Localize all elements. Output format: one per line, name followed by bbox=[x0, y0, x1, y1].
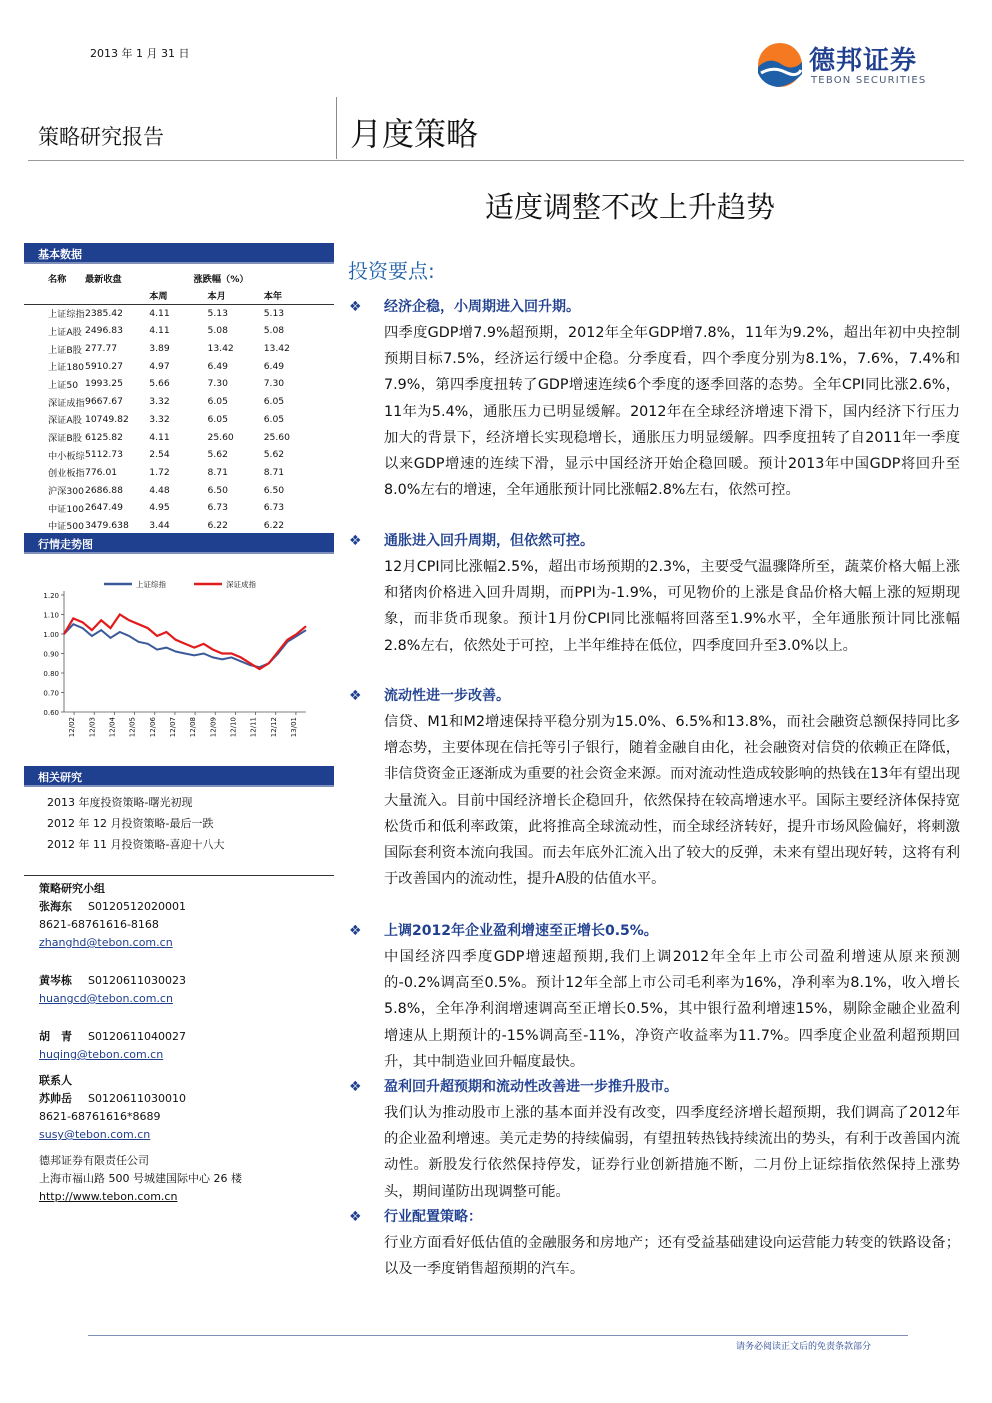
section-body: 我们认为推动股市上涨的基本面并没有改变，四季度经济增长超预期，我们调高了2012年的企业盈利增速。美元走势的持续偏弱，有望扭转热钱持续流出的势头，有利于改善国内流动性。新股发行依然保持停发，证券行业创新措施不断，二月份上证综指依然保持上涨势头，期间谨防出现调整可能。 bbox=[384, 1105, 960, 1200]
company-name: 德邦证券有限责任公司 bbox=[39, 1154, 149, 1167]
cell-month: 6.05 bbox=[207, 413, 228, 425]
cell-month: 5.62 bbox=[207, 449, 228, 461]
cell-name: 中小板综 bbox=[48, 450, 85, 462]
contact-id: S0120611030010 bbox=[88, 1092, 186, 1105]
cell-year: 5.62 bbox=[263, 449, 285, 461]
report-date: 2013 年 1 月 31 日 bbox=[90, 47, 190, 60]
table-row bbox=[24, 517, 334, 535]
cell-month: 6.73 bbox=[207, 502, 228, 514]
key-point-section bbox=[348, 920, 960, 1075]
analyst-contacts bbox=[39, 880, 329, 1206]
cell-close: 10749.82 bbox=[84, 413, 129, 425]
x-tick-label: 12/06 bbox=[148, 717, 157, 738]
cell-year: 6.73 bbox=[263, 502, 285, 514]
analyst-email[interactable]: zhanghd@tebon.com.cn bbox=[39, 936, 173, 949]
table-row bbox=[24, 393, 334, 411]
y-tick-label: 0.80 bbox=[43, 670, 59, 678]
section-body: 中国经济四季度GDP增速超预期,我们上调2012年全年上市公司盈利增速从原来预测的-0.2%调高至0.5%。预计12年全部上市公司毛利率为16%，净利率为8.1%，收入增长5.8%，全年净利润增速调高至正增长0.5%，其中银行盈利增速15%，剔除金融企业盈利增速从上期预计的-15%调高至-11%，净资产收益率为11.7%。四季度企业盈利超预期回升，其中制造业回升幅度最快。 bbox=[384, 949, 960, 1070]
col-name-header: 名称 bbox=[48, 273, 67, 285]
cell-name: 上证B股 bbox=[48, 344, 82, 356]
cell-name: 上证50 bbox=[48, 379, 79, 391]
cell-close: 776.01 bbox=[84, 466, 118, 478]
cell-name: 创业板指 bbox=[48, 468, 85, 480]
analyst-id: S0120611040027 bbox=[88, 1030, 186, 1043]
section-body: 行业方面看好低估值的金融服务和房地产；还有受益基础建设向运营能力转变的铁路设备；以及一季度销售超预期的汽车。 bbox=[384, 1235, 960, 1278]
section-header bbox=[348, 296, 960, 320]
cell-year: 6.05 bbox=[263, 413, 285, 425]
diamond-bullet-icon: ❖ bbox=[349, 533, 362, 549]
section-body: 12月CPI同比涨幅2.5%，超出市场预期的2.3%，主要受气温骤降所至，蔬菜价格大幅上涨和猪肉价格进入回升周期，而PPI为-1.9%，可见物价的上涨是食品价格大幅上涨的短期现象，而非货币现象。预计1月份CPI同比涨幅将回落至1.9%水平，全年通胀预计同比涨幅2.8%左右，依然处于可控，上半年维持在低位，四季度回升至3.0%以上。 bbox=[384, 559, 960, 654]
cell-month: 8.71 bbox=[207, 466, 228, 478]
analyst-email[interactable]: huqing@tebon.com.cn bbox=[39, 1048, 164, 1061]
analyst-name: 胡 青 bbox=[39, 1030, 72, 1043]
cell-week: 4.95 bbox=[149, 502, 170, 514]
cell-close: 277.77 bbox=[84, 343, 118, 355]
report-title: 月度策略 bbox=[350, 115, 479, 153]
key-points-heading: 投资要点: bbox=[348, 259, 435, 283]
cell-week: 4.11 bbox=[149, 307, 170, 319]
analyst-name: 黄岑栋 bbox=[39, 974, 72, 987]
cell-week: 4.97 bbox=[149, 360, 170, 372]
cell-month: 6.22 bbox=[207, 517, 263, 535]
cell-year: 6.22 bbox=[264, 517, 334, 535]
x-tick-label: 12/02 bbox=[68, 717, 77, 738]
section-title: 流动性进一步改善。 bbox=[384, 688, 510, 704]
cell-week: 3.32 bbox=[149, 413, 170, 425]
cell-name: 中证100 bbox=[48, 503, 84, 515]
cell-close: 2385.42 bbox=[84, 307, 123, 319]
diamond-bullet-icon: ❖ bbox=[349, 923, 362, 939]
section-title: 上调2012年企业盈利增速至正增长0.5%。 bbox=[384, 923, 658, 939]
cell-year: 6.05 bbox=[263, 396, 285, 408]
section-body: 四季度GDP增7.9%超预期，2012年全年GDP增7.8%，11年为9.2%，超出年初中央控制预期目标7.5%，经济运行缓中企稳。分季度看，四个季度分别为8.1%，7.6%，7.4%和7.9%，第四季度扭转了GDP增速连续6个季度的逐季回落的态势。全年CPI同比涨2.6%，11年为5.4%，通胀压力已明显缓解。2012年在全球经济增速下滑下，国内经济下行压力加大的背景下，经济增长实现稳增长，通胀压力明显缓解。四季度扭转了自2011年一季度以来GDP增速的连续下滑，显示中国经济开始企稳回暖。预计2013年中国GDP将回升至8.0%左右的增速，全年通胀预计同比涨幅2.8%左右，依然可控。 bbox=[384, 325, 960, 499]
table-row bbox=[24, 411, 334, 429]
team-title: 策略研究小组 bbox=[39, 882, 105, 895]
cell-close: 2686.88 bbox=[84, 484, 123, 496]
col-month-header: 本月 bbox=[207, 287, 263, 305]
key-point-section bbox=[348, 530, 960, 659]
diamond-bullet-icon: ❖ bbox=[349, 1079, 362, 1095]
company-address: 上海市福山路 500 号城建国际中心 26 楼 bbox=[39, 1172, 242, 1185]
cell-year: 7.30 bbox=[263, 378, 285, 390]
cell-close: 5112.73 bbox=[84, 449, 123, 461]
related-research-header: 相关研究 bbox=[24, 766, 334, 787]
cell-year: 5.13 bbox=[263, 307, 285, 319]
cell-month: 13.42 bbox=[207, 343, 234, 355]
logo-chinese-name: 德邦证券 bbox=[809, 46, 918, 76]
key-point-section bbox=[348, 1076, 960, 1205]
analyst-email[interactable]: huangcd@tebon.com.cn bbox=[39, 992, 173, 1005]
cell-close: 1993.25 bbox=[84, 378, 123, 390]
cell-close: 2496.83 bbox=[84, 325, 123, 337]
x-tick-label: 12/07 bbox=[168, 717, 177, 738]
section-title: 通胀进入回升周期，但依然可控。 bbox=[384, 533, 594, 549]
cell-name: 沪深300 bbox=[48, 486, 84, 498]
table-row bbox=[24, 481, 334, 499]
basic-data-header: 基本数据 bbox=[24, 243, 334, 264]
y-tick-label: 0.90 bbox=[43, 650, 59, 659]
trend-chart-header: 行情走势图 bbox=[24, 533, 334, 554]
cell-week: 5.66 bbox=[149, 378, 170, 390]
x-tick-label: 12/10 bbox=[229, 717, 238, 738]
cell-year: 13.42 bbox=[263, 343, 290, 355]
cell-year: 6.50 bbox=[263, 484, 285, 496]
company-logo bbox=[755, 40, 955, 92]
table-row bbox=[24, 446, 334, 464]
section-header bbox=[348, 1076, 960, 1100]
x-tick-label: 12/03 bbox=[88, 717, 97, 738]
analyst-name: 张海东 bbox=[39, 900, 72, 913]
y-tick-label: 1.20 bbox=[43, 592, 59, 600]
table-row bbox=[24, 464, 334, 482]
section-header bbox=[348, 920, 960, 944]
index-trend-chart bbox=[24, 570, 334, 750]
contact-phone: 8621-68761616*8689 bbox=[39, 1110, 161, 1123]
company-website[interactable]: http://www.tebon.com.cn bbox=[39, 1190, 178, 1203]
cell-close: 9667.67 bbox=[84, 396, 123, 408]
cell-close: 6125.82 bbox=[84, 431, 123, 443]
cell-year: 8.71 bbox=[263, 466, 285, 478]
x-tick-label: 12/09 bbox=[209, 717, 218, 738]
table-row bbox=[24, 304, 334, 322]
report-type: 策略研究报告 bbox=[38, 125, 164, 149]
section-title: 行业配置策略： bbox=[384, 1209, 482, 1225]
x-tick-label: 12/08 bbox=[189, 717, 198, 738]
cell-close: 3479.638 bbox=[85, 517, 149, 535]
cell-name: 上证180 bbox=[48, 362, 84, 374]
section-body: 信贷、M1和M2增速保持平稳分别为15.0%、6.5%和13.8%，而社会融资总额保持同比多增态势，主要体现在信托等引子银行，随着金融自由化，社会融资对信贷的依赖正在降低，非信贷资金正逐渐成为重要的社会资金来源。而对流动性造成较影响的热钱在13年有望出现大量流入。目前中国经济增长企稳回升，依然保持在较高增速水平。国际主要经济体保持宽松货币和低利率政策，此将推高全球流动性，而全球经济转好，提升市场风险偏好，将刺激国际套利资本流向我国。而去年底外汇流入出了较大的反弹，未来有望出现好转，这将有利于改善国内的流动性，提升A股的估值水平。 bbox=[384, 714, 960, 888]
cell-close: 2647.49 bbox=[84, 502, 123, 514]
section-title: 盈利回升超预期和流动性改善进一步推升股市。 bbox=[384, 1079, 678, 1095]
footer-disclaimer: 请务必阅读正文后的免责条款部分 bbox=[736, 1342, 872, 1352]
cell-year: 6.49 bbox=[263, 360, 285, 372]
analyst-phone: 8621-68761616-8168 bbox=[39, 918, 159, 931]
cell-name: 深证A股 bbox=[48, 415, 82, 427]
section-header bbox=[348, 1206, 960, 1230]
diamond-bullet-icon: ❖ bbox=[349, 299, 362, 315]
col-week-header: 本周 bbox=[149, 287, 207, 305]
table-row bbox=[24, 428, 334, 446]
related-report-link[interactable]: 2013 年度投资策略-曙光初现 bbox=[47, 796, 193, 809]
x-tick-label: 12/11 bbox=[249, 717, 258, 738]
cell-close: 5910.27 bbox=[84, 360, 123, 372]
diamond-bullet-icon: ❖ bbox=[349, 1209, 362, 1225]
diamond-bullet-icon: ❖ bbox=[349, 688, 362, 704]
section-header bbox=[348, 530, 960, 554]
footer-rule bbox=[88, 1335, 908, 1336]
key-point-section bbox=[348, 685, 960, 892]
logo-english-name: TEBON SECURITIES bbox=[811, 75, 927, 86]
cell-week: 1.72 bbox=[149, 466, 170, 478]
cell-month: 6.50 bbox=[207, 484, 228, 496]
main-title: 适度调整不改上升趋势 bbox=[485, 190, 776, 224]
x-tick-label: 13/01 bbox=[289, 717, 298, 738]
market-data-table bbox=[24, 269, 334, 535]
cell-week: 4.11 bbox=[149, 431, 170, 443]
key-point-section bbox=[348, 1206, 960, 1282]
cell-week: 3.89 bbox=[149, 343, 170, 355]
analyst-id: S0120512020001 bbox=[88, 900, 186, 913]
col-change-header: 涨跌幅（%） bbox=[193, 273, 249, 285]
y-tick-label: 1.10 bbox=[43, 611, 59, 620]
cell-month: 5.13 bbox=[207, 307, 228, 319]
legend-label: 上证综指 bbox=[136, 580, 166, 589]
x-tick-label: 12/05 bbox=[128, 717, 137, 738]
related-report-link[interactable]: 2012 年 12 月投资策略-最后一跌 bbox=[47, 817, 214, 830]
x-tick-label: 12/04 bbox=[108, 717, 117, 738]
cell-month: 6.49 bbox=[207, 360, 228, 372]
contact-name: 苏帅岳 bbox=[39, 1092, 72, 1105]
header-rule bbox=[28, 160, 964, 161]
cell-name: 中证500 bbox=[24, 517, 85, 535]
cell-name: 上证A股 bbox=[48, 326, 82, 338]
wave-logo-icon bbox=[755, 40, 805, 90]
legend-label: 深证成指 bbox=[226, 580, 256, 589]
header-divider bbox=[336, 97, 337, 159]
cell-month: 5.08 bbox=[207, 325, 228, 337]
x-tick-label: 12/12 bbox=[269, 717, 278, 738]
cell-month: 25.60 bbox=[207, 431, 234, 443]
related-research-list bbox=[47, 792, 224, 855]
cell-year: 5.08 bbox=[263, 325, 285, 337]
table-row bbox=[24, 340, 334, 358]
related-report-link[interactable]: 2012 年 11 月投资策略-喜迎十八大 bbox=[47, 838, 225, 851]
y-tick-label: 1.00 bbox=[43, 631, 59, 639]
section-header bbox=[348, 685, 960, 709]
col-close-header: 最新收盘 bbox=[84, 273, 122, 285]
y-tick-label: 0.70 bbox=[43, 689, 59, 698]
contact-email[interactable]: susy@tebon.com.cn bbox=[39, 1128, 151, 1141]
col-year-header: 本年 bbox=[264, 287, 334, 305]
cell-week: 3.32 bbox=[149, 396, 170, 408]
table-row bbox=[24, 322, 334, 340]
cell-week: 4.11 bbox=[149, 325, 170, 337]
cell-month: 7.30 bbox=[207, 378, 228, 390]
key-point-section bbox=[348, 296, 960, 503]
cell-name: 上证综指 bbox=[48, 309, 85, 321]
table-row bbox=[24, 499, 334, 517]
section-title: 经济企稳，小周期进入回升期。 bbox=[384, 299, 580, 315]
cell-year: 25.60 bbox=[263, 431, 290, 443]
related-divider bbox=[24, 875, 334, 876]
y-tick-label: 0.60 bbox=[43, 709, 59, 717]
contact-title: 联系人 bbox=[39, 1074, 72, 1087]
cell-week: 4.48 bbox=[149, 484, 170, 496]
cell-week: 3.44 bbox=[149, 517, 207, 535]
table-row bbox=[24, 375, 334, 393]
cell-week: 2.54 bbox=[149, 449, 170, 461]
cell-name: 深证成指 bbox=[48, 397, 85, 409]
table-row bbox=[24, 357, 334, 375]
analyst-id: S0120611030023 bbox=[88, 974, 186, 987]
series-line bbox=[64, 615, 306, 670]
cell-month: 6.05 bbox=[207, 396, 228, 408]
cell-name: 深证B股 bbox=[48, 433, 82, 445]
